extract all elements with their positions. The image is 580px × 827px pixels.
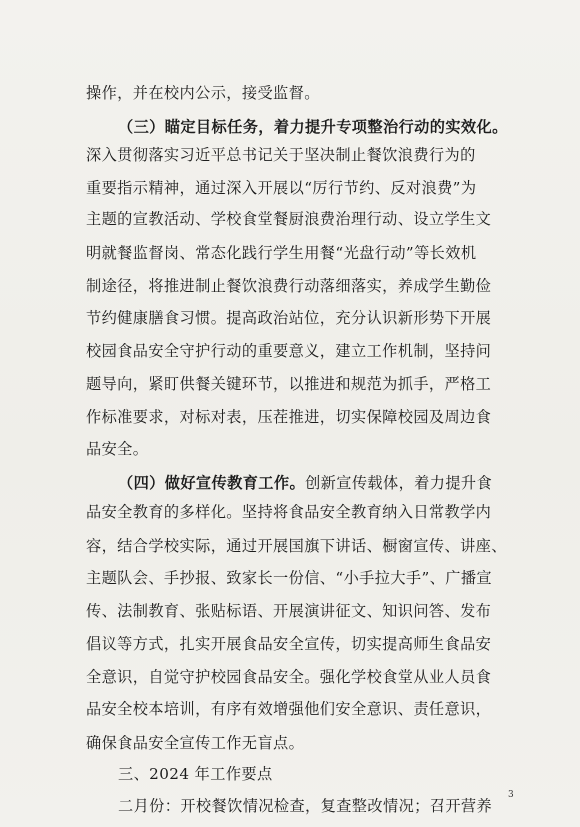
line-text: 品安全。 — [86, 440, 149, 458]
line-text: 主题队会、手抄报、致家长一份信、“小手拉大手”、广播宣 — [86, 569, 493, 587]
line-text: 品安全教育的多样化。坚持将食品安全教育纳入日常教学内 — [86, 503, 492, 521]
line-text: 题导向，紧盯供餐关键环节，以推进和规范为抓手，严格工 — [86, 375, 492, 393]
line-text: 容，结合学校实际，通过开展国旗下讲话、橱窗宣传、讲座、 — [86, 537, 507, 555]
document-line — [86, 145, 518, 165]
line-text: 传、法制教育、张贴标语、开展演讲征文、知识问答、发布 — [86, 602, 492, 620]
document-line — [86, 568, 518, 588]
line-text: 主题的宣教活动、学校食堂餐厨浪费治理行动、设立学生文 — [86, 210, 492, 228]
document-line — [118, 764, 550, 784]
line-text: 操作，并在校内公示，接受监督。 — [86, 84, 320, 102]
line-text: 作标准要求，对标对表，压茬推进，切实保障校园及周边食 — [86, 408, 492, 426]
document-line — [86, 243, 518, 263]
document-line — [86, 502, 518, 522]
line-text: 深入贯彻落实习近平总书记关于坚决制止餐饮浪费行为的 — [86, 146, 476, 164]
line-text: 重要指示精神，通过深入开展以“厉行节约、反对浪费”为 — [86, 179, 477, 197]
document-line — [86, 374, 518, 394]
line-text: 倡议等方式，扎实开展食品安全宣传，切实提高师生食品安 — [86, 635, 492, 653]
line-text-continuation: 创新宣传载体，着力提升食 — [305, 474, 493, 492]
document-line — [86, 178, 518, 198]
document-line — [86, 407, 518, 427]
document-line — [86, 439, 518, 459]
document-line — [86, 308, 518, 328]
document-line — [86, 733, 518, 753]
document-line — [86, 601, 518, 621]
line-text: （四）做好宣传教育工作。 — [118, 474, 306, 492]
line-text: 明就餐监督岗、常态化践行学生用餐“光盘行动”等长效机 — [86, 244, 477, 262]
document-line — [86, 667, 518, 687]
document-line — [118, 117, 550, 137]
document-line — [86, 536, 518, 556]
document-line — [86, 634, 518, 654]
line-text: 二月份：开校餐饮情况检查，复查整改情况；召开营养 — [118, 797, 493, 815]
line-text: 制途径，将推进制止餐饮浪费行动落细落实，养成学生勤俭 — [86, 277, 492, 295]
document-line — [118, 796, 550, 816]
document-line — [86, 209, 518, 229]
line-text: 确保食品安全宣传工作无盲点。 — [86, 734, 305, 752]
line-text: 节约健康膳食习惯。提高政治站位，充分认识新形势下开展 — [86, 309, 492, 327]
document-line — [86, 276, 518, 296]
document-line — [118, 473, 550, 493]
line-text: （三）瞄定目标任务，着力提升专项整治行动的实效化。 — [118, 118, 508, 136]
document-line — [86, 341, 518, 361]
line-text: 校园食品安全守护行动的重要意义，建立工作机制，坚持问 — [86, 342, 492, 360]
document-line — [86, 699, 518, 719]
document-line — [86, 83, 518, 103]
page-number: 3 — [508, 790, 514, 800]
line-text: 品安全校本培训，有序有效增强他们安全意识、责任意识， — [86, 700, 492, 718]
line-text: 全意识，自觉守护校园食品安全。强化学校食堂从业人员食 — [86, 668, 492, 686]
line-text: 三、2024 年工作要点 — [118, 765, 273, 783]
